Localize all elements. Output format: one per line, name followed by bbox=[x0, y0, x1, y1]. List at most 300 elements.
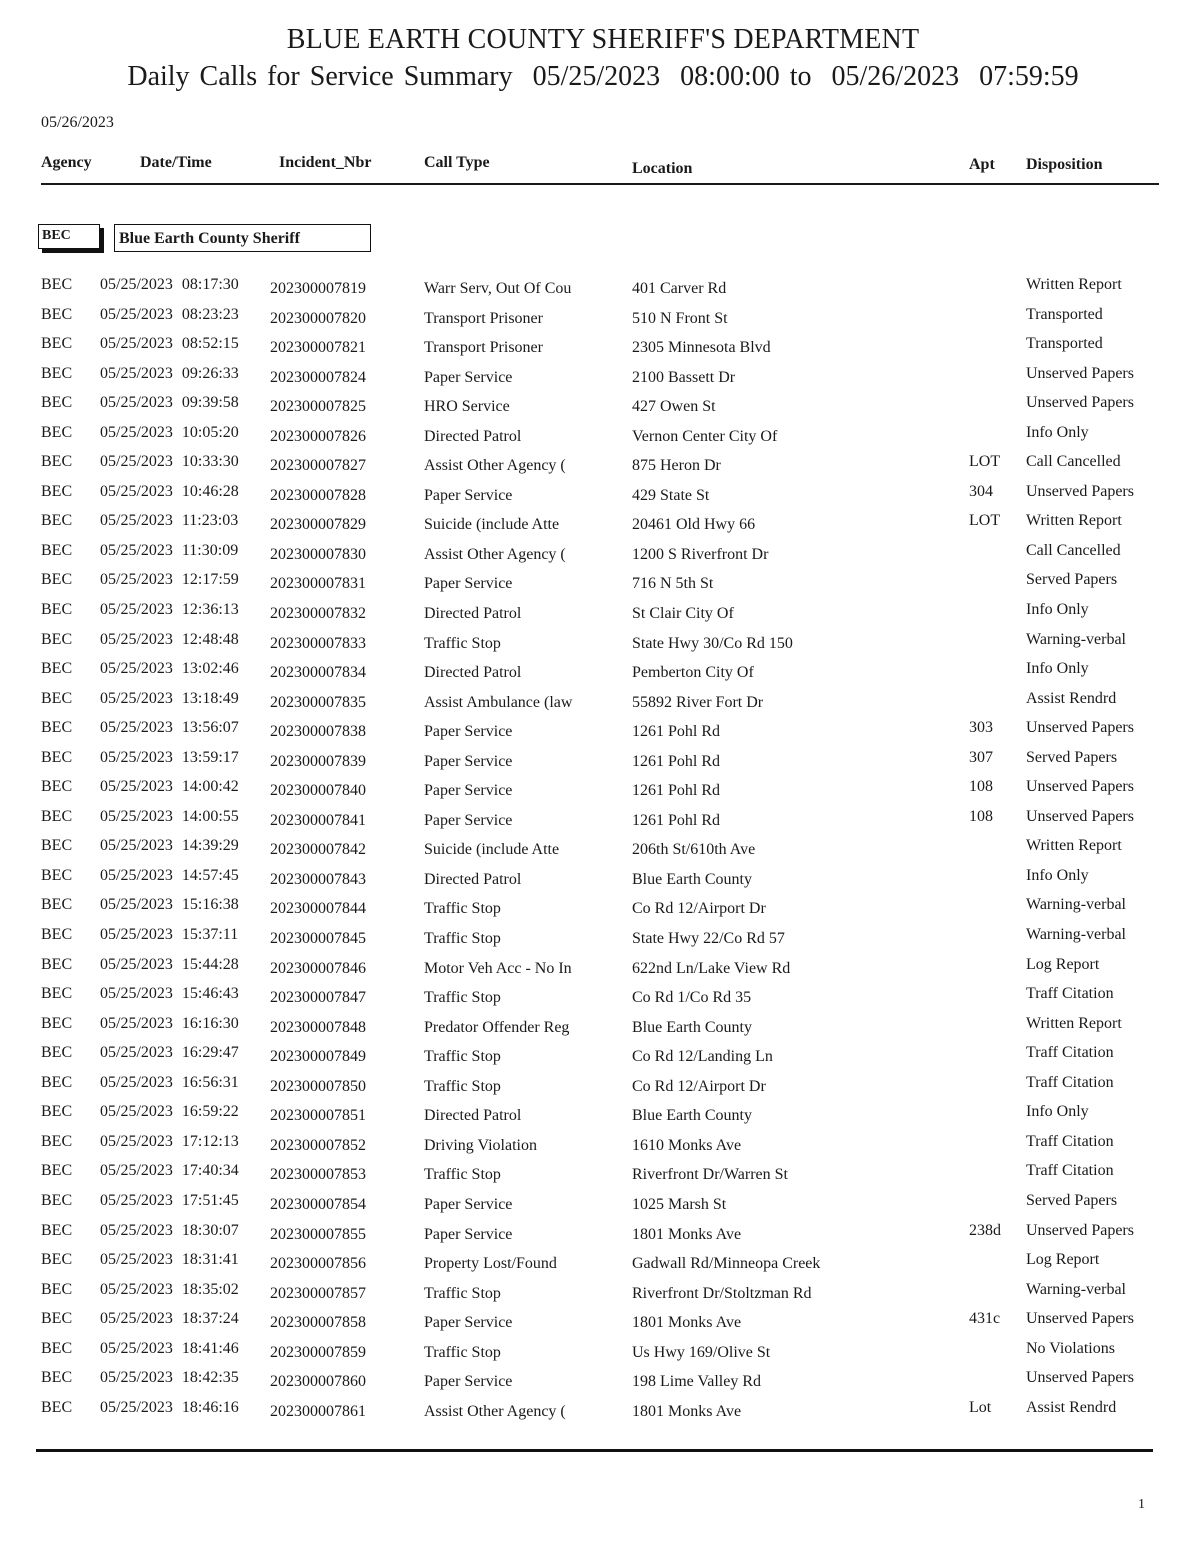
cell-call-type: Paper Service bbox=[424, 575, 513, 593]
table-row bbox=[0, 305, 1200, 335]
table-row bbox=[0, 541, 1200, 571]
table-row bbox=[0, 1014, 1200, 1044]
cell-apt: 238d bbox=[969, 1221, 1001, 1239]
cell-agency: BEC bbox=[41, 778, 73, 796]
cell-disposition: Warning-verbal bbox=[1026, 1280, 1126, 1298]
table-row bbox=[0, 1309, 1200, 1339]
table-row bbox=[0, 423, 1200, 453]
table-row bbox=[0, 1161, 1200, 1191]
cell-datetime: 05/25/2023 14:39:29 bbox=[100, 837, 239, 855]
cell-call-type: Traffic Stop bbox=[424, 1166, 501, 1184]
cell-incident: 202300007857 bbox=[270, 1284, 366, 1302]
cell-apt: 108 bbox=[969, 778, 993, 796]
cell-disposition: Info Only bbox=[1026, 660, 1089, 678]
cell-agency: BEC bbox=[41, 601, 73, 619]
cell-incident: 202300007834 bbox=[270, 664, 366, 682]
cell-datetime: 05/25/2023 18:42:35 bbox=[100, 1369, 239, 1387]
cell-call-type: Paper Service bbox=[424, 752, 513, 770]
cell-location: 20461 Old Hwy 66 bbox=[632, 516, 756, 534]
cell-datetime: 05/25/2023 16:29:47 bbox=[100, 1044, 239, 1062]
cell-agency: BEC bbox=[41, 689, 73, 707]
cell-incident: 202300007832 bbox=[270, 605, 366, 623]
cell-incident: 202300007840 bbox=[270, 782, 366, 800]
cell-location: 1801 Monks Ave bbox=[632, 1225, 742, 1243]
cell-call-type: Suicide (include Atte bbox=[424, 841, 560, 859]
cell-disposition: Call Cancelled bbox=[1026, 541, 1121, 559]
cell-agency: BEC bbox=[41, 896, 73, 914]
range-end: 05/26/2023 07:59:59 bbox=[831, 61, 1079, 92]
cell-disposition: Warning-verbal bbox=[1026, 896, 1126, 914]
range-start: 05/25/2023 08:00:00 bbox=[532, 61, 780, 92]
cell-disposition: Unserved Papers bbox=[1026, 1369, 1134, 1387]
cell-call-type: Traffic Stop bbox=[424, 989, 501, 1007]
cell-datetime: 05/25/2023 13:59:17 bbox=[100, 748, 239, 766]
cell-incident: 202300007835 bbox=[270, 693, 366, 711]
cell-incident: 202300007833 bbox=[270, 634, 366, 652]
cell-disposition: Written Report bbox=[1026, 837, 1122, 855]
cell-agency: BEC bbox=[41, 866, 73, 884]
cell-call-type: Paper Service bbox=[424, 486, 513, 504]
cell-location: 206th St/610th Ave bbox=[632, 841, 756, 859]
cell-agency: BEC bbox=[41, 1310, 73, 1328]
cell-location: Vernon Center City Of bbox=[632, 427, 778, 445]
cell-disposition: Log Report bbox=[1026, 955, 1100, 973]
cell-call-type: Paper Service bbox=[424, 1373, 513, 1391]
cell-call-type: Warr Serv, Out Of Cou bbox=[424, 280, 572, 297]
table-row bbox=[0, 1132, 1200, 1162]
cell-apt: 108 bbox=[969, 807, 993, 825]
cell-datetime: 05/25/2023 11:23:03 bbox=[100, 512, 239, 530]
cell-location: 427 Owen St bbox=[632, 398, 716, 416]
cell-location: 55892 River Fort Dr bbox=[632, 693, 764, 711]
cell-datetime: 05/25/2023 15:37:11 bbox=[100, 926, 239, 944]
cell-location: 1801 Monks Ave bbox=[632, 1402, 742, 1420]
cell-agency: BEC bbox=[41, 1280, 73, 1298]
cell-agency: BEC bbox=[41, 394, 73, 412]
cell-datetime: 05/25/2023 09:39:58 bbox=[100, 394, 239, 412]
table-row bbox=[0, 1043, 1200, 1073]
cell-disposition: Traff Citation bbox=[1026, 1132, 1114, 1150]
cell-call-type: Traffic Stop bbox=[424, 930, 501, 948]
table-row bbox=[0, 777, 1200, 807]
cell-call-type: Paper Service bbox=[424, 368, 513, 386]
cell-incident: 202300007852 bbox=[270, 1136, 366, 1154]
cell-disposition: Unserved Papers bbox=[1026, 1221, 1134, 1239]
cell-datetime: 05/25/2023 15:44:28 bbox=[100, 955, 239, 973]
cell-datetime: 05/25/2023 14:00:42 bbox=[100, 778, 239, 796]
cell-disposition: Traff Citation bbox=[1026, 1162, 1114, 1180]
cell-disposition: Traff Citation bbox=[1026, 1044, 1114, 1062]
cell-location: 1261 Pohl Rd bbox=[632, 723, 721, 741]
table-row bbox=[0, 836, 1200, 866]
cell-agency: BEC bbox=[41, 512, 73, 530]
cell-datetime: 05/25/2023 12:17:59 bbox=[100, 571, 239, 589]
cell-incident: 202300007819 bbox=[270, 280, 366, 297]
cell-disposition: Unserved Papers bbox=[1026, 778, 1134, 796]
table-row bbox=[0, 452, 1200, 482]
cell-disposition: Unserved Papers bbox=[1026, 1310, 1134, 1328]
cell-incident: 202300007841 bbox=[270, 811, 366, 829]
cell-location: 1801 Monks Ave bbox=[632, 1314, 742, 1332]
cell-location: State Hwy 22/Co Rd 57 bbox=[632, 930, 785, 948]
col-agency: Agency bbox=[41, 154, 92, 171]
cell-incident: 202300007829 bbox=[270, 516, 366, 534]
cell-call-type: Transport Prisoner bbox=[424, 309, 543, 327]
cell-datetime: 05/25/2023 12:36:13 bbox=[100, 601, 239, 619]
cell-disposition: Traff Citation bbox=[1026, 1073, 1114, 1091]
cell-incident: 202300007854 bbox=[270, 1195, 366, 1213]
table-row bbox=[0, 866, 1200, 896]
table-row bbox=[0, 393, 1200, 423]
cell-incident: 202300007847 bbox=[270, 989, 366, 1007]
cell-disposition: Written Report bbox=[1026, 276, 1122, 293]
cell-call-type: Assist Other Agency ( bbox=[424, 1402, 566, 1420]
cell-apt: LOT bbox=[969, 512, 1001, 530]
col-apt: Apt bbox=[969, 156, 995, 173]
cell-incident: 202300007849 bbox=[270, 1048, 366, 1066]
cell-apt: 307 bbox=[969, 748, 993, 766]
cell-call-type: Directed Patrol bbox=[424, 1107, 522, 1125]
cell-call-type: Traffic Stop bbox=[424, 900, 501, 918]
cell-datetime: 05/25/2023 13:18:49 bbox=[100, 689, 239, 707]
cell-incident: 202300007826 bbox=[270, 427, 366, 445]
cell-datetime: 05/25/2023 17:51:45 bbox=[100, 1191, 239, 1209]
cell-disposition: No Violations bbox=[1026, 1339, 1115, 1357]
cell-datetime: 05/25/2023 08:23:23 bbox=[100, 305, 239, 323]
cell-incident: 202300007828 bbox=[270, 486, 366, 504]
cell-datetime: 05/25/2023 15:16:38 bbox=[100, 896, 239, 914]
table-row bbox=[0, 275, 1200, 305]
cell-call-type: HRO Service bbox=[424, 398, 510, 416]
cell-location: St Clair City Of bbox=[632, 605, 734, 623]
cell-apt: LOT bbox=[969, 453, 1001, 471]
cell-agency: BEC bbox=[41, 364, 73, 382]
cell-location: 401 Carver Rd bbox=[632, 280, 727, 297]
cell-agency: BEC bbox=[41, 276, 73, 293]
cell-incident: 202300007824 bbox=[270, 368, 366, 386]
cell-datetime: 05/25/2023 13:56:07 bbox=[100, 719, 239, 737]
cell-location: Riverfront Dr/Stoltzman Rd bbox=[632, 1284, 812, 1302]
table-row bbox=[0, 659, 1200, 689]
cell-call-type: Traffic Stop bbox=[424, 1077, 501, 1095]
cell-datetime: 05/25/2023 18:46:16 bbox=[100, 1398, 239, 1416]
cell-datetime: 05/25/2023 16:59:22 bbox=[100, 1103, 239, 1121]
cell-location: Co Rd 1/Co Rd 35 bbox=[632, 989, 752, 1007]
calls-table bbox=[0, 275, 1200, 1427]
table-row bbox=[0, 482, 1200, 512]
cell-call-type: Paper Service bbox=[424, 1314, 513, 1332]
cell-incident: 202300007846 bbox=[270, 959, 366, 977]
cell-agency: BEC bbox=[41, 719, 73, 737]
cell-call-type: Directed Patrol bbox=[424, 427, 522, 445]
cell-incident: 202300007842 bbox=[270, 841, 366, 859]
table-row bbox=[0, 1191, 1200, 1221]
cell-call-type: Paper Service bbox=[424, 811, 513, 829]
cell-agency: BEC bbox=[41, 1339, 73, 1357]
print-date: 05/26/2023 bbox=[41, 114, 114, 131]
cell-location: Blue Earth County bbox=[632, 1107, 752, 1125]
cell-agency: BEC bbox=[41, 1369, 73, 1387]
table-row bbox=[0, 718, 1200, 748]
cell-incident: 202300007853 bbox=[270, 1166, 366, 1184]
cell-disposition: Unserved Papers bbox=[1026, 807, 1134, 825]
cell-disposition: Unserved Papers bbox=[1026, 364, 1134, 382]
cell-disposition: Transported bbox=[1026, 305, 1103, 323]
table-row bbox=[0, 895, 1200, 925]
cell-agency: BEC bbox=[41, 1103, 73, 1121]
cell-incident: 202300007844 bbox=[270, 900, 366, 918]
cell-location: 622nd Ln/Lake View Rd bbox=[632, 959, 791, 977]
cell-agency: BEC bbox=[41, 985, 73, 1003]
cell-incident: 202300007855 bbox=[270, 1225, 366, 1243]
cell-incident: 202300007838 bbox=[270, 723, 366, 741]
cell-location: 875 Heron Dr bbox=[632, 457, 721, 475]
cell-location: Blue Earth County bbox=[632, 1018, 752, 1036]
cell-location: 2100 Bassett Dr bbox=[632, 368, 736, 386]
cell-apt: 303 bbox=[969, 719, 993, 737]
cell-call-type: Assist Other Agency ( bbox=[424, 545, 566, 563]
cell-incident: 202300007850 bbox=[270, 1077, 366, 1095]
cell-incident: 202300007825 bbox=[270, 398, 366, 416]
cell-disposition: Transported bbox=[1026, 335, 1103, 353]
cell-disposition: Written Report bbox=[1026, 1014, 1122, 1032]
cell-incident: 202300007827 bbox=[270, 457, 366, 475]
table-row bbox=[0, 1073, 1200, 1103]
table-row bbox=[0, 1102, 1200, 1132]
cell-datetime: 05/25/2023 18:41:46 bbox=[100, 1339, 239, 1357]
cell-call-type: Driving Violation bbox=[424, 1136, 537, 1154]
table-row bbox=[0, 689, 1200, 719]
cell-incident: 202300007830 bbox=[270, 545, 366, 563]
cell-agency: BEC bbox=[41, 1044, 73, 1062]
table-row bbox=[0, 1250, 1200, 1280]
table-row bbox=[0, 925, 1200, 955]
col-call-type: Call Type bbox=[424, 154, 490, 171]
cell-disposition: Warning-verbal bbox=[1026, 630, 1126, 648]
cell-disposition: Unserved Papers bbox=[1026, 482, 1134, 500]
cell-location: Gadwall Rd/Minneopa Creek bbox=[632, 1255, 821, 1273]
table-row bbox=[0, 511, 1200, 541]
cell-location: 1261 Pohl Rd bbox=[632, 811, 721, 829]
cell-apt: Lot bbox=[969, 1398, 992, 1416]
cell-agency: BEC bbox=[41, 837, 73, 855]
cell-incident: 202300007831 bbox=[270, 575, 366, 593]
cell-call-type: Transport Prisoner bbox=[424, 339, 543, 357]
cell-location: 2305 Minnesota Blvd bbox=[632, 339, 771, 357]
cell-location: 716 N 5th St bbox=[632, 575, 714, 593]
cell-incident: 202300007821 bbox=[270, 339, 366, 357]
cell-incident: 202300007839 bbox=[270, 752, 366, 770]
agency-code-box: BEC bbox=[38, 224, 100, 249]
table-row bbox=[0, 1221, 1200, 1251]
cell-incident: 202300007843 bbox=[270, 870, 366, 888]
table-row bbox=[0, 807, 1200, 837]
cell-call-type: Directed Patrol bbox=[424, 870, 522, 888]
cell-incident: 202300007820 bbox=[270, 309, 366, 327]
cell-incident: 202300007845 bbox=[270, 930, 366, 948]
col-incident: Incident_Nbr bbox=[279, 154, 372, 171]
cell-datetime: 05/25/2023 17:40:34 bbox=[100, 1162, 239, 1180]
cell-call-type: Paper Service bbox=[424, 723, 513, 741]
cell-disposition: Served Papers bbox=[1026, 748, 1118, 766]
agency-name-box: Blue Earth County Sheriff bbox=[114, 224, 371, 252]
cell-agency: BEC bbox=[41, 1398, 73, 1416]
cell-incident: 202300007848 bbox=[270, 1018, 366, 1036]
cell-call-type: Traffic Stop bbox=[424, 1048, 501, 1066]
cell-agency: BEC bbox=[41, 660, 73, 678]
cell-call-type: Assist Other Agency ( bbox=[424, 457, 566, 475]
col-datetime: Date/Time bbox=[140, 154, 212, 171]
cell-incident: 202300007861 bbox=[270, 1402, 366, 1420]
cell-call-type: Property Lost/Found bbox=[424, 1255, 557, 1273]
cell-datetime: 05/25/2023 08:17:30 bbox=[100, 276, 239, 293]
cell-disposition: Written Report bbox=[1026, 512, 1122, 530]
cell-location: Riverfront Dr/Warren St bbox=[632, 1166, 788, 1184]
cell-datetime: 05/25/2023 16:56:31 bbox=[100, 1073, 239, 1091]
cell-call-type: Assist Ambulance (law bbox=[424, 693, 573, 711]
cell-agency: BEC bbox=[41, 482, 73, 500]
cell-location: 1261 Pohl Rd bbox=[632, 782, 721, 800]
cell-datetime: 05/25/2023 14:57:45 bbox=[100, 866, 239, 884]
cell-disposition: Info Only bbox=[1026, 423, 1089, 441]
cell-datetime: 05/25/2023 10:05:20 bbox=[100, 423, 239, 441]
cell-agency: BEC bbox=[41, 1251, 73, 1269]
cell-agency: BEC bbox=[41, 926, 73, 944]
cell-agency: BEC bbox=[41, 955, 73, 973]
cell-incident: 202300007859 bbox=[270, 1343, 366, 1361]
cell-datetime: 05/25/2023 18:35:02 bbox=[100, 1280, 239, 1298]
cell-call-type: Paper Service bbox=[424, 782, 513, 800]
cell-location: Co Rd 12/Airport Dr bbox=[632, 1077, 766, 1095]
cell-incident: 202300007851 bbox=[270, 1107, 366, 1125]
range-to: to bbox=[789, 61, 812, 92]
table-row bbox=[0, 1339, 1200, 1369]
cell-datetime: 05/25/2023 17:12:13 bbox=[100, 1132, 239, 1150]
cell-call-type: Motor Veh Acc - No In bbox=[424, 959, 572, 977]
table-row bbox=[0, 630, 1200, 660]
cell-datetime: 05/25/2023 12:48:48 bbox=[100, 630, 239, 648]
cell-datetime: 05/25/2023 09:26:33 bbox=[100, 364, 239, 382]
cell-call-type: Traffic Stop bbox=[424, 1343, 501, 1361]
cell-location: Pemberton City Of bbox=[632, 664, 754, 682]
table-row bbox=[0, 600, 1200, 630]
cell-agency: BEC bbox=[41, 571, 73, 589]
cell-datetime: 05/25/2023 14:00:55 bbox=[100, 807, 239, 825]
page-number: 1 bbox=[1138, 1497, 1145, 1512]
table-row bbox=[0, 1280, 1200, 1310]
cell-datetime: 05/25/2023 10:46:28 bbox=[100, 482, 239, 500]
cell-datetime: 05/25/2023 08:52:15 bbox=[100, 335, 239, 353]
cell-disposition: Log Report bbox=[1026, 1251, 1100, 1269]
cell-incident: 202300007858 bbox=[270, 1314, 366, 1332]
report-subtitle bbox=[0, 61, 1200, 93]
cell-disposition: Call Cancelled bbox=[1026, 453, 1121, 471]
cell-call-type: Paper Service bbox=[424, 1195, 513, 1213]
cell-agency: BEC bbox=[41, 1073, 73, 1091]
cell-location: Co Rd 12/Airport Dr bbox=[632, 900, 766, 918]
cell-disposition: Unserved Papers bbox=[1026, 394, 1134, 412]
cell-agency: BEC bbox=[41, 335, 73, 353]
cell-datetime: 05/25/2023 11:30:09 bbox=[100, 541, 239, 559]
table-row bbox=[0, 570, 1200, 600]
cell-datetime: 05/25/2023 15:46:43 bbox=[100, 985, 239, 1003]
header-divider bbox=[41, 183, 1159, 185]
cell-agency: BEC bbox=[41, 630, 73, 648]
cell-location: 429 State St bbox=[632, 486, 710, 504]
subtitle-label: Daily Calls for Service Summary bbox=[127, 61, 513, 92]
cell-location: 1200 S Riverfront Dr bbox=[632, 545, 769, 563]
cell-agency: BEC bbox=[41, 807, 73, 825]
cell-disposition: Traff Citation bbox=[1026, 985, 1114, 1003]
cell-disposition: Served Papers bbox=[1026, 571, 1118, 589]
table-row bbox=[0, 1398, 1200, 1428]
table-row bbox=[0, 984, 1200, 1014]
cell-datetime: 05/25/2023 18:31:41 bbox=[100, 1251, 239, 1269]
cell-location: Blue Earth County bbox=[632, 870, 752, 888]
footer-divider bbox=[36, 1449, 1153, 1452]
cell-location: 1261 Pohl Rd bbox=[632, 752, 721, 770]
cell-call-type: Directed Patrol bbox=[424, 605, 522, 623]
table-row bbox=[0, 748, 1200, 778]
cell-location: State Hwy 30/Co Rd 150 bbox=[632, 634, 793, 652]
cell-agency: BEC bbox=[41, 305, 73, 323]
cell-agency: BEC bbox=[41, 1132, 73, 1150]
report-title: BLUE EARTH COUNTY SHERIFF'S DEPARTMENT bbox=[286, 24, 920, 55]
cell-location: 198 Lime Valley Rd bbox=[632, 1373, 762, 1391]
cell-disposition: Assist Rendrd bbox=[1026, 689, 1117, 707]
cell-agency: BEC bbox=[41, 1162, 73, 1180]
cell-agency: BEC bbox=[41, 453, 73, 471]
cell-location: Co Rd 12/Landing Ln bbox=[632, 1048, 773, 1066]
cell-call-type: Traffic Stop bbox=[424, 634, 501, 652]
cell-agency: BEC bbox=[41, 1221, 73, 1239]
cell-agency: BEC bbox=[41, 541, 73, 559]
cell-call-type: Directed Patrol bbox=[424, 664, 522, 682]
cell-agency: BEC bbox=[41, 1014, 73, 1032]
cell-agency: BEC bbox=[41, 748, 73, 766]
cell-apt: 431c bbox=[969, 1310, 1001, 1328]
cell-disposition: Info Only bbox=[1026, 1103, 1089, 1121]
cell-disposition: Assist Rendrd bbox=[1026, 1398, 1117, 1416]
cell-disposition: Info Only bbox=[1026, 866, 1089, 884]
cell-datetime: 05/25/2023 10:33:30 bbox=[100, 453, 239, 471]
cell-location: 1610 Monks Ave bbox=[632, 1136, 742, 1154]
cell-datetime: 05/25/2023 18:30:07 bbox=[100, 1221, 239, 1239]
cell-datetime: 05/25/2023 16:16:30 bbox=[100, 1014, 239, 1032]
table-row bbox=[0, 1368, 1200, 1398]
cell-agency: BEC bbox=[41, 423, 73, 441]
cell-call-type: Predator Offender Reg bbox=[424, 1018, 570, 1036]
cell-disposition: Info Only bbox=[1026, 601, 1089, 619]
cell-incident: 202300007856 bbox=[270, 1255, 366, 1273]
col-location: Location bbox=[632, 160, 693, 177]
cell-apt: 304 bbox=[969, 482, 993, 500]
cell-disposition: Warning-verbal bbox=[1026, 926, 1126, 944]
table-row bbox=[0, 334, 1200, 364]
table-row bbox=[0, 955, 1200, 985]
cell-disposition: Unserved Papers bbox=[1026, 719, 1134, 737]
col-disposition: Disposition bbox=[1026, 156, 1103, 173]
cell-call-type: Paper Service bbox=[424, 1225, 513, 1243]
cell-location: 510 N Front St bbox=[632, 309, 728, 327]
cell-disposition: Served Papers bbox=[1026, 1191, 1118, 1209]
cell-call-type: Suicide (include Atte bbox=[424, 516, 560, 534]
cell-agency: BEC bbox=[41, 1191, 73, 1209]
cell-call-type: Traffic Stop bbox=[424, 1284, 501, 1302]
cell-datetime: 05/25/2023 13:02:46 bbox=[100, 660, 239, 678]
cell-incident: 202300007860 bbox=[270, 1373, 366, 1391]
cell-location: Us Hwy 169/Olive St bbox=[632, 1343, 771, 1361]
